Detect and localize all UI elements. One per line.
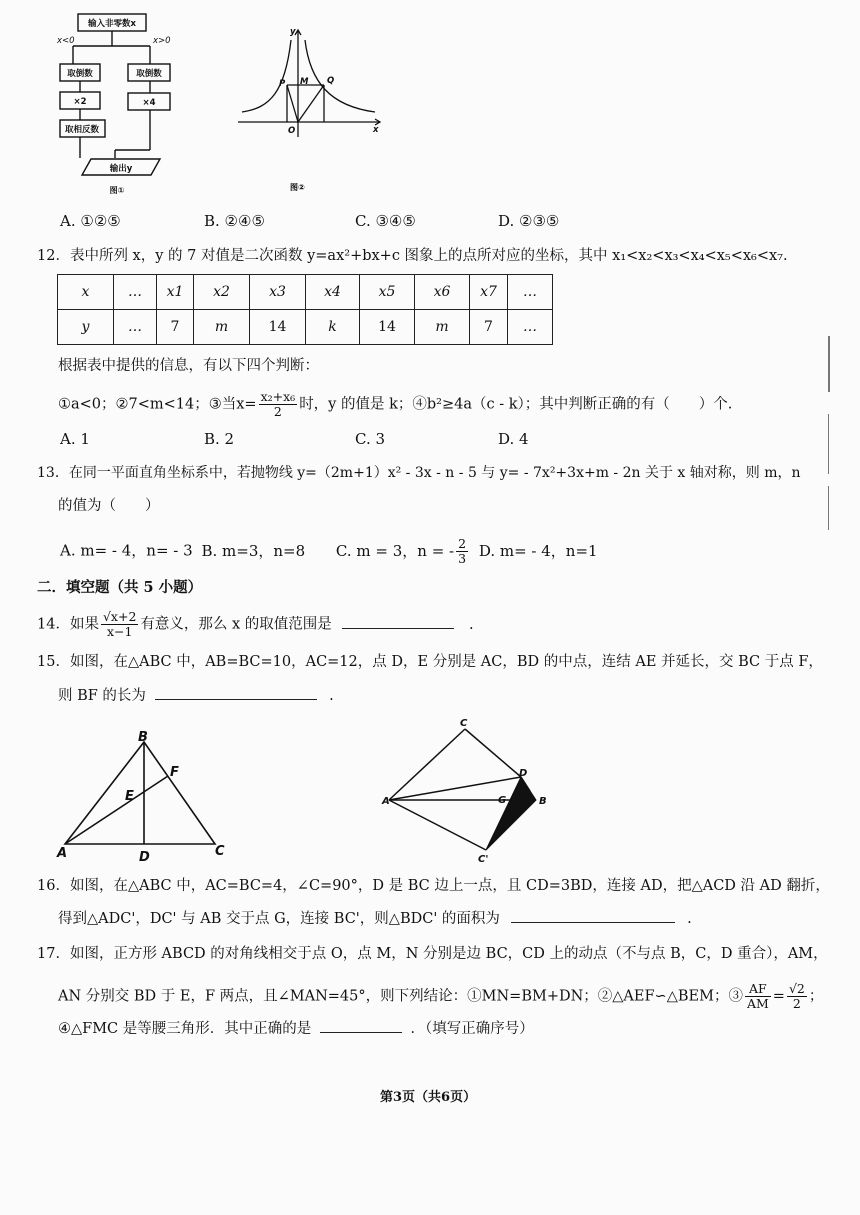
q12-option-b: B. 2 [204,430,235,448]
scan-mark [828,336,830,392]
fig15-label-b: B [138,730,148,745]
q12-judgements [58,390,732,419]
flow-cond-right: x>0 [153,36,171,46]
q17-answer-blank[interactable] [320,1032,402,1033]
table-cell: m [194,310,250,345]
graph2-y-label: y [290,27,296,37]
table-cell: … [508,275,553,310]
q14: 14．如果 $\frac{√x+2}{x-1}$ 有意义，那么 x 的取值范围是 . [37,609,474,639]
fig16-label-g: G [498,795,507,806]
q15-line2: 则 BF 的长为 . [58,688,334,704]
q12-stem: 12．表中所列 x，y 的 7 对值是二次函数 y=ax²+bx+c 图象上的点所对应的坐标，其中 x₁<x₂<x₃<x₄<x₅<x₆<x₇. [37,248,788,264]
table-cell: x6 [415,275,470,310]
q15-line1: 15．如图，在△ABC 中，AB=BC=10，AC=12，点 D，E 分别是 AC，BD 的中点，连结 AE 并延长，交 BC 于点 F， [37,654,823,670]
q16-line1: 16．如图，在△ABC 中，AC=BC=4，∠C=90°，D 是 BC 边上一点，且 CD=3BD，连接 AD，把△ACD 沿 AD 翻折， [37,878,830,894]
table-cell: x3 [250,275,306,310]
q12-fraction-den: 2 [273,404,282,419]
graph2-point-q: Q [327,76,335,86]
table-cell: 14 [360,310,415,345]
q12-table [57,274,553,345]
fig16-label-a: A [382,796,390,807]
scan-mark [828,414,829,474]
q12-fraction [259,390,298,419]
q12-fraction-num: x₂+x₆ [260,389,296,404]
q17-line3: ④△FMC 是等腰三角形．其中正确的是 ．（填写正确序号） [58,1021,534,1037]
graph2-origin: O [288,126,296,136]
q13-line1: 13．在同一平面直角坐标系中，若抛物线 y=（2m+1）x² - 3x - n - 5 与 y= - 7x²+3x+m - 2n 关于 x 轴对称，则 m，n [37,465,801,481]
fig16-label-c-prime: C' [478,854,489,865]
table-cell: m [415,310,470,345]
scan-mark [828,486,829,530]
hyperbola-figure [230,22,390,197]
flow-left-step3: 取相反数 [64,125,100,135]
table-cell: 7 [470,310,508,345]
q14-fraction: $\frac{√x+2}{x-1}$ [102,609,137,639]
table-row [58,275,553,310]
flow-right-step2: ×4 [142,98,156,108]
table-row [58,310,553,345]
graph2-point-p: P [279,79,286,89]
q11-option-b: B. ②④⑤ [204,212,265,230]
q12-judgements-tail: 时，y 的值是 k；④b²≥4a（c - k）；其中判断正确的有（ ）个. [299,396,733,413]
fig15-label-a: A [57,846,68,861]
q13-option-c: C. m = 3，n = - $\frac{2}{3}$ [335,536,467,566]
q12-option-a: A. 1 [60,430,90,448]
graph2-caption: 图② [290,183,305,192]
fig15-label-f: F [170,765,179,780]
table-cell: x1 [157,275,194,310]
q16-answer-blank[interactable] [511,922,675,923]
fig15-label-c: C [215,844,225,859]
q12-judgements-head: ①a<0；②7<m<14；③当x= [58,396,257,413]
table-cell: x4 [306,275,360,310]
q15-answer-blank[interactable] [155,699,317,700]
table-cell: … [114,310,157,345]
q17-line2: AN 分别交 BD 于 E，F 两点，且∠MAN=45°，则下列结论：①MN=BM+DN；②△AEF∽△BEM；③ $\frac{AF}{AM}$ = $\frac{√2}{2}$ ； [58,981,824,1011]
flow-right-step1: 取倒数 [136,69,162,79]
table-cell: y [58,310,114,345]
q13-option-d: D. m= - 4，n=1 [478,541,598,560]
flow-left-step1: 取倒数 [67,69,93,79]
table-cell: x7 [470,275,508,310]
flow-start-label: 输入非零数x [88,19,136,29]
q11-option-d: D. ②③⑤ [498,212,560,230]
section-title: 二．填空题（共 5 小题） [37,579,203,596]
q12-info: 根据表中提供的信息，有以下四个判断： [58,358,319,374]
q13-option-b: B. m=3，n=8 [201,541,306,560]
table-cell: x2 [194,275,250,310]
fig16-label-b: B [539,796,547,807]
graph2-point-m: M [300,77,309,87]
q11-option-c: C. ③④⑤ [355,212,416,230]
flow-left-step2: ×2 [73,97,87,107]
q12-option-d: D. 4 [498,430,529,448]
table-cell: k [306,310,360,345]
table-cell: 7 [157,310,194,345]
flow-caption: 图① [109,186,125,195]
graph2-x-label: x [373,125,379,135]
q12-option-c: C. 3 [355,430,386,448]
q16-line2: 得到△ADC'，DC' 与 AB 交于点 G，连接 BC'，则△BDC' 的面积为 . [58,911,692,927]
q13-options [60,537,598,566]
page-footer: 第3页（共6页） [380,1090,477,1105]
table-cell: 14 [250,310,306,345]
fig16-label-c: C [460,718,468,729]
table-cell: x [58,275,114,310]
q13-line2: 的值为（ ） [58,498,160,514]
q11-option-a: A. ①②⑤ [60,212,121,230]
flowchart-figure [55,8,175,198]
fig15-label-d: D [139,850,150,865]
flow-cond-left: x<0 [57,36,75,46]
q16-fold-figure [380,715,560,865]
fig16-label-d: D [519,768,528,779]
q15-triangle-figure [55,728,245,868]
q13-option-a: A. m= - 4，n= - 3 [60,541,193,560]
table-cell: … [508,310,553,345]
q14-answer-blank[interactable] [342,628,454,629]
q17-line1: 17．如图，正方形 ABCD 的对角线相交于点 O，点 M，N 分别是边 BC，CD 上的动点（不与点 B，C，D 重合），AM， [37,946,828,962]
table-cell: … [114,275,157,310]
table-cell: x5 [360,275,415,310]
fig15-label-e: E [125,789,134,804]
flow-output-label: 输出y [109,164,133,174]
